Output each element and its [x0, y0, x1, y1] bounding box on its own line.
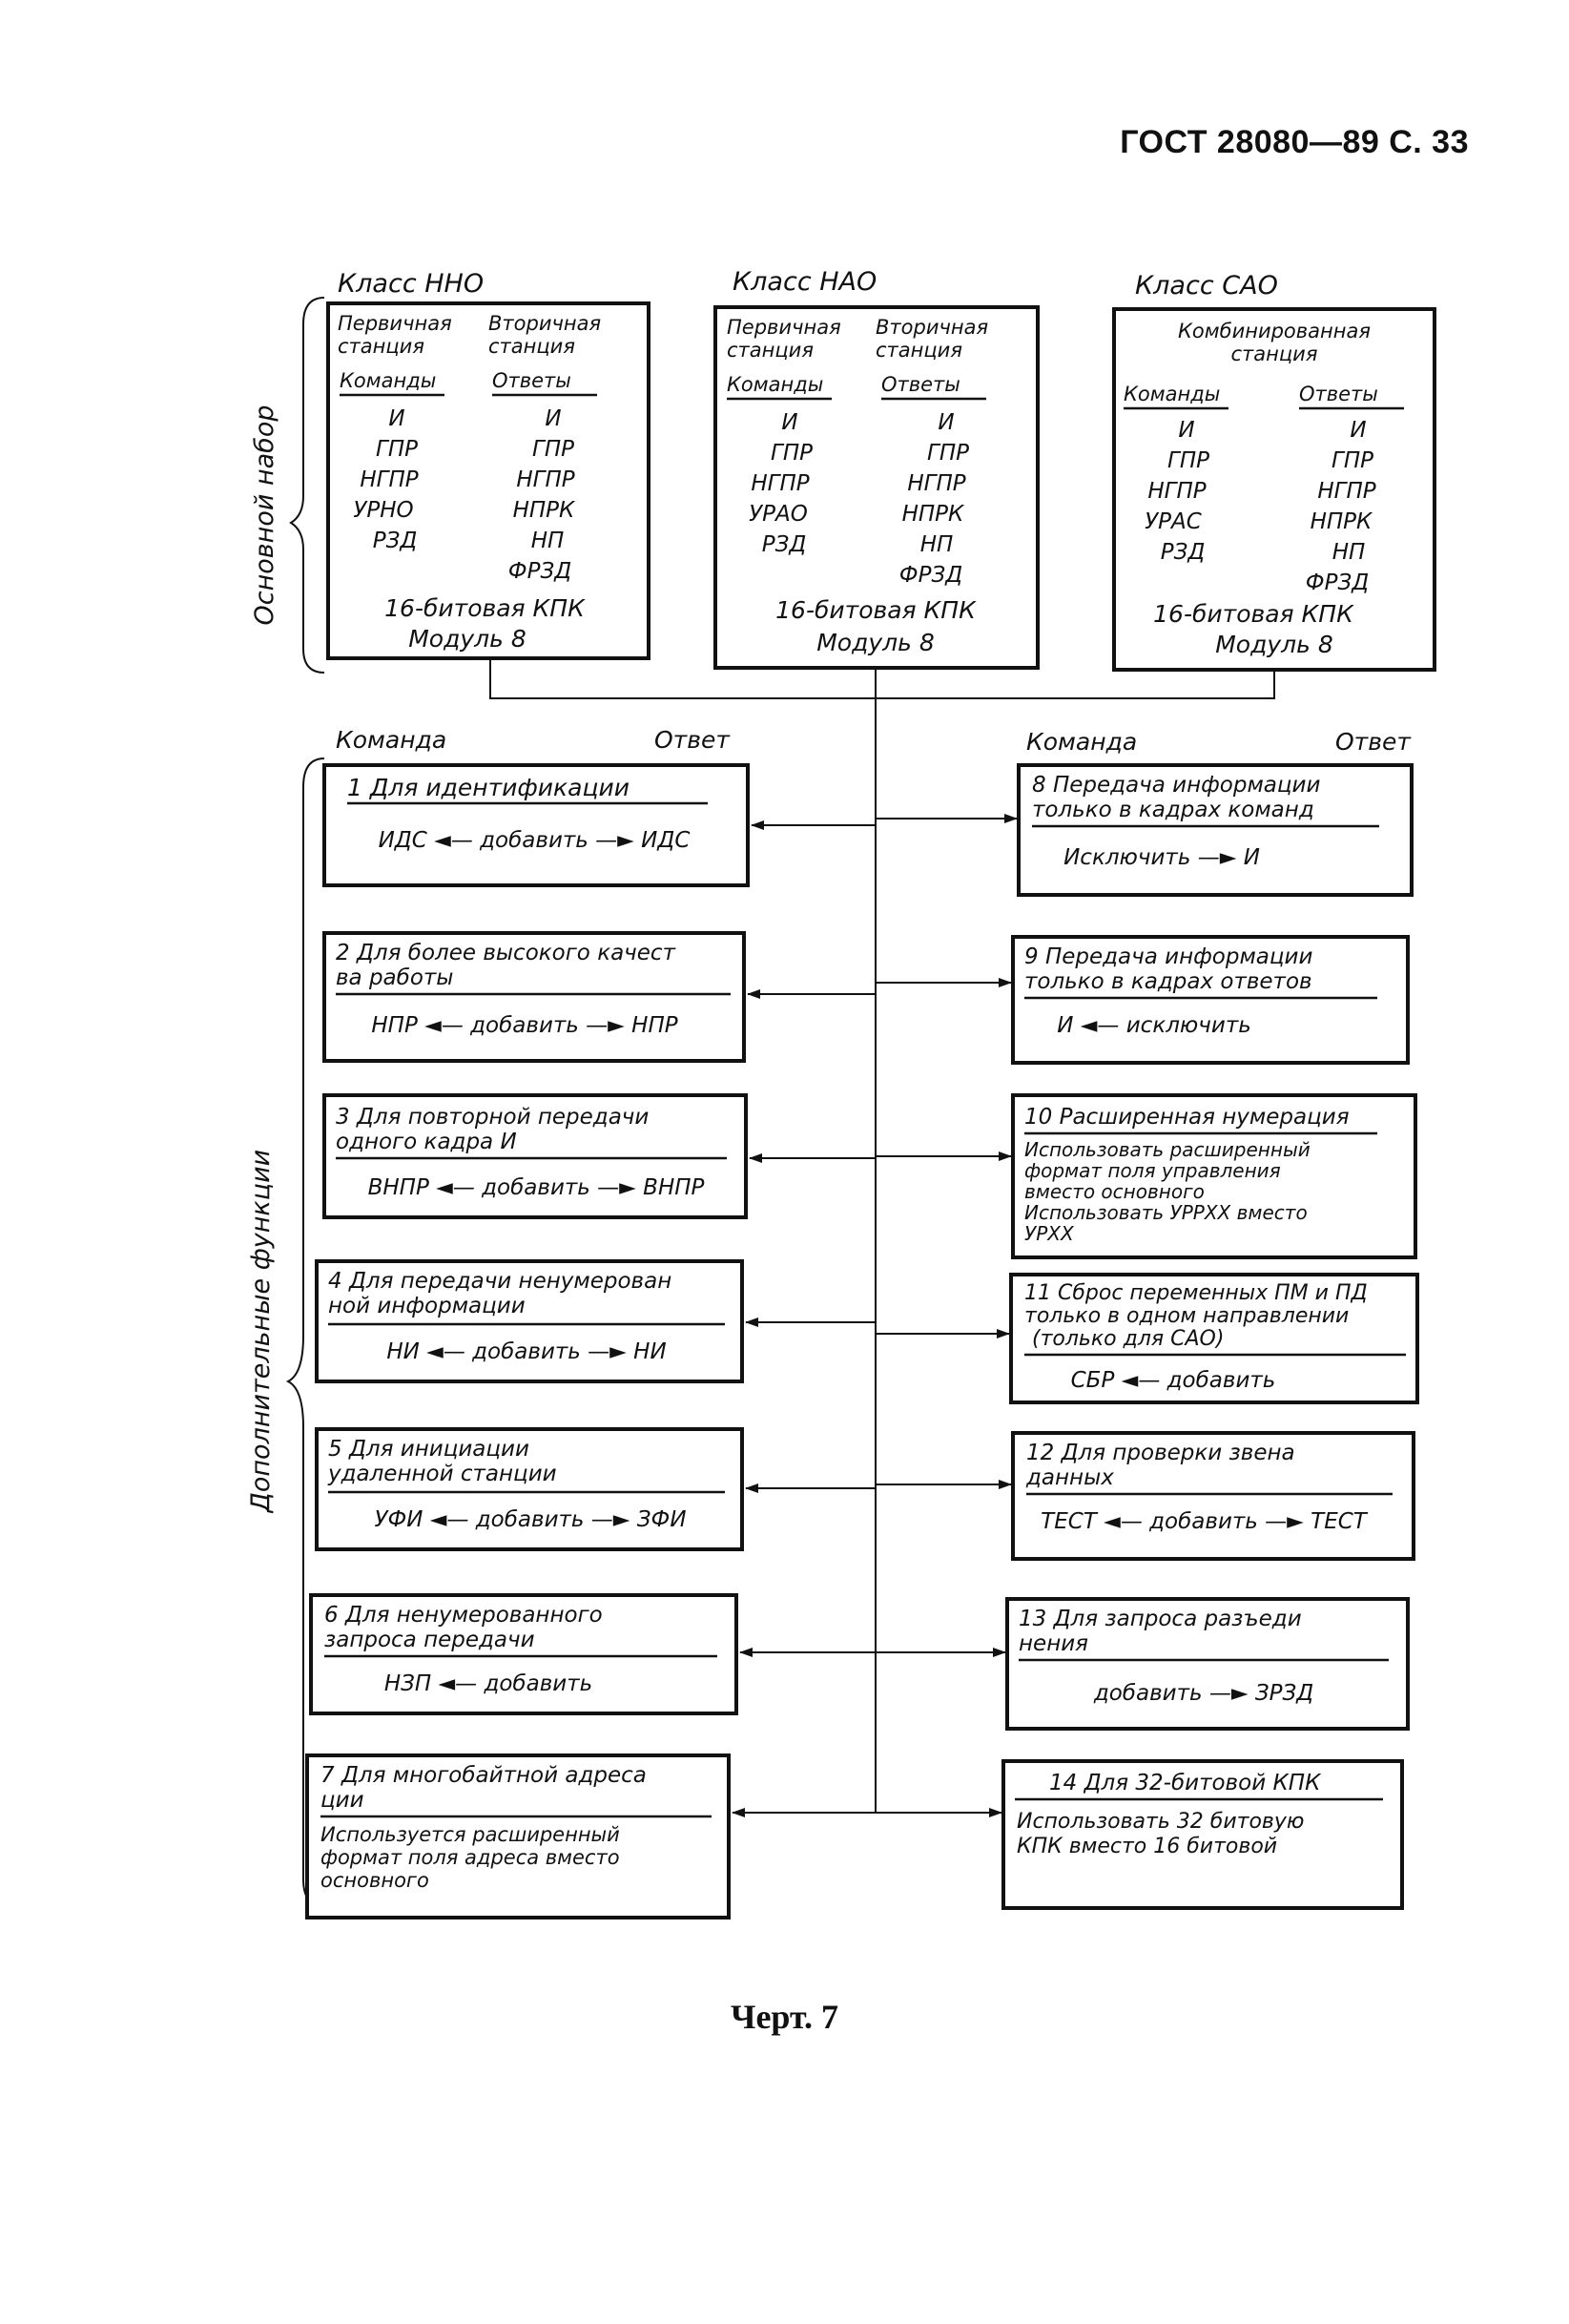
function-13-head-2: нения [1019, 1631, 1089, 1656]
sao-col-a-item: ГПР [1167, 448, 1209, 473]
functions-label: Дополнительные функции [246, 1149, 276, 1513]
nno-col-a-item: ГПР [376, 437, 418, 462]
sao-col-b-item: ГПР [1332, 448, 1373, 473]
function-box-8 [1019, 765, 1412, 895]
nao-col-a-head-2: станция [727, 339, 814, 362]
function-10-head: 10 Расширенная нумерация [1024, 1105, 1350, 1130]
function-box-4 [317, 1261, 742, 1381]
function-box-3 [324, 1095, 746, 1217]
sao-col-a-item: УРАС [1145, 509, 1202, 534]
nno-col-b-item: НГПР [516, 467, 575, 492]
function-3-head-1: 3 Для повторной передачи [336, 1105, 650, 1130]
function-4-head-2: ной информации [328, 1294, 526, 1318]
function-9-head-1: 9 Передача информации [1024, 944, 1313, 969]
function-box-5 [317, 1429, 742, 1549]
function-box-6 [311, 1595, 736, 1713]
function-12-head-1: 12 Для проверки звена [1026, 1441, 1295, 1465]
function-5-head-1: 5 Для инициации [328, 1437, 529, 1462]
function-13-body: добавить —► ЗРЗД [1093, 1681, 1314, 1706]
nao-footer-1: 16-битовая КПК [775, 596, 976, 624]
function-14-body-1: Использовать 32 битовую [1017, 1810, 1305, 1834]
function-12-head-2: данных [1026, 1465, 1114, 1490]
nao-col-a-sub: Команды [727, 373, 824, 396]
nao-col-b-item: ФРЗД [898, 563, 963, 588]
function-11-body: СБР ◄— добавить [1070, 1368, 1276, 1393]
class-sao-title: Класс САО [1135, 271, 1278, 301]
nno-col-b-head-1: Вторичная [488, 312, 602, 335]
class-nno-title: Класс ННО [338, 269, 485, 299]
nao-col-b-item: НПРК [901, 502, 964, 527]
main-set-label: Основной набор [250, 405, 279, 626]
function-7-body-2: формат поля адреса вместо [320, 1846, 620, 1869]
function-2-head-1: 2 Для более высокого качест [336, 941, 675, 965]
function-13-head-1: 13 Для запроса разъеди [1019, 1607, 1302, 1631]
nno-col-a-item: УРНО [353, 498, 414, 523]
nao-col-b-item: И [938, 410, 955, 435]
sao-col-b-item: НПРК [1310, 509, 1373, 534]
class-nao-title: Класс НАО [733, 267, 877, 297]
nno-footer-2: Модуль 8 [408, 625, 526, 653]
nao-footer-2: Модуль 8 [816, 629, 935, 656]
nno-col-b-item: ФРЗД [507, 559, 572, 584]
function-7-head-1: 7 Для многобайтной адреса [320, 1763, 647, 1788]
right-response-heading: Ответ [1335, 728, 1411, 756]
function-10-body-3: вместо основного [1024, 1180, 1205, 1203]
function-1-body: ИДС ◄— добавить —► ИДС [378, 828, 691, 853]
function-box-9 [1013, 937, 1408, 1063]
nno-col-b-head-2: станция [488, 335, 575, 358]
function-7-body-3: основного [320, 1869, 429, 1892]
nno-col-b-sub: Ответы [492, 369, 571, 392]
nno-col-b-item: НПРК [512, 498, 575, 523]
function-box-2 [324, 933, 744, 1061]
nao-col-a-item: И [781, 410, 798, 435]
nno-col-b-item: И [545, 406, 562, 431]
nao-col-b-sub: Ответы [881, 373, 960, 396]
function-6-head-1: 6 Для ненумерованного [324, 1603, 603, 1628]
sao-combined-head-1: Комбинированная [1178, 320, 1371, 342]
function-4-body: НИ ◄— добавить —► НИ [386, 1339, 667, 1364]
nao-col-b-item: НГПР [907, 471, 966, 496]
nno-col-b-item: ГПР [532, 437, 574, 462]
function-9-head-2: только в кадрах ответов [1024, 969, 1312, 994]
standard-header: ГОСТ 28080—89 С. 33 [1120, 124, 1469, 160]
nao-col-b-head-2: станция [876, 339, 962, 362]
function-3-body: ВНПР ◄— добавить —► ВНПР [367, 1175, 705, 1200]
nao-col-b-item: ГПР [927, 441, 969, 466]
nno-col-a-sub: Команды [340, 369, 437, 392]
function-6-head-2: запроса передачи [324, 1628, 535, 1652]
function-box-12 [1013, 1433, 1414, 1559]
function-7-body-1: Используется расширенный [320, 1823, 620, 1846]
sao-combined-head-2: станция [1230, 342, 1318, 365]
nao-col-a-item: ГПР [771, 441, 813, 466]
nao-col-a-head-1: Первичная [727, 316, 841, 339]
function-box-13 [1007, 1599, 1408, 1729]
function-8-body: Исключить —► И [1063, 845, 1260, 870]
function-7-head-2: ции [320, 1788, 364, 1813]
nao-col-a-item: НГПР [751, 471, 810, 496]
sao-col-b-item: НП [1332, 540, 1366, 565]
function-4-head-1: 4 Для передачи ненумерован [328, 1269, 672, 1294]
function-9-body: И ◄— исключить [1057, 1013, 1251, 1038]
nao-col-a-item: РЗД [761, 532, 807, 557]
function-2-head-2: ва работы [336, 965, 454, 990]
nao-col-b-item: НП [919, 532, 954, 557]
nno-col-a-item: РЗД [372, 529, 418, 553]
function-14-body-2: КПК вместо 16 битовой [1017, 1835, 1278, 1858]
function-8-head-1: 8 Передача информации [1032, 773, 1321, 798]
nao-col-b-head-1: Вторичная [876, 316, 989, 339]
sao-col-b-item: НГПР [1317, 479, 1376, 504]
function-box-10 [1013, 1095, 1415, 1257]
function-11-head-1: 11 Сброс переменных ПМ и ПД [1024, 1281, 1368, 1305]
sao-footer-2: Модуль 8 [1215, 631, 1333, 658]
sao-col-a-item: РЗД [1160, 540, 1206, 565]
nno-col-a-head-2: станция [338, 335, 424, 358]
function-8-head-2: только в кадрах команд [1032, 798, 1314, 822]
main-set-brace [291, 298, 324, 673]
sao-col-a-item: НГПР [1147, 479, 1207, 504]
function-12-body: ТЕСТ ◄— добавить —► ТЕСТ [1041, 1509, 1367, 1534]
right-command-heading: Команда [1026, 728, 1138, 756]
nao-col-a-item: УРАО [749, 502, 808, 527]
function-1-head: 1 Для идентификации [347, 774, 630, 801]
function-2-body: НПР ◄— добавить —► НПР [371, 1013, 678, 1038]
left-command-heading: Команда [336, 726, 447, 754]
nno-col-b-item: НП [530, 529, 565, 553]
sao-col-b-sub: Ответы [1299, 383, 1378, 405]
function-11-head-2: только в одном направлении [1024, 1304, 1350, 1328]
function-box-14 [1003, 1761, 1402, 1908]
function-3-head-2: одного кадра И [336, 1130, 517, 1154]
function-10-body-1: Использовать расширенный [1024, 1138, 1311, 1161]
function-11-head-3: (только для САО) [1032, 1327, 1225, 1351]
sao-col-a-sub: Команды [1124, 383, 1221, 405]
function-box-7 [307, 1755, 729, 1918]
nno-col-a-head-1: Первичная [338, 312, 452, 335]
sao-col-b-item: И [1350, 418, 1367, 443]
nno-footer-1: 16-битовая КПК [384, 594, 585, 622]
left-response-heading: Ответ [654, 726, 730, 754]
function-14-head: 14 Для 32-битовой КПК [1049, 1771, 1321, 1795]
figure-caption: Черт. 7 [731, 1998, 838, 2036]
function-5-head-2: удаленной станции [328, 1462, 557, 1486]
function-box-11 [1011, 1275, 1417, 1402]
nno-col-a-item: НГПР [360, 467, 419, 492]
function-6-body: НЗП ◄— добавить [383, 1671, 593, 1696]
sao-col-b-item: ФРЗД [1305, 571, 1370, 595]
function-10-body-4: Использовать УРРХХ вместо [1024, 1201, 1308, 1224]
sao-footer-1: 16-битовая КПК [1153, 600, 1353, 628]
function-10-body-2: формат поля управления [1024, 1159, 1281, 1182]
function-box-1 [324, 765, 748, 885]
sao-col-a-item: И [1178, 418, 1195, 443]
function-10-body-5: УРХХ [1024, 1222, 1074, 1245]
function-5-body: УФИ ◄— добавить —► ЗФИ [374, 1507, 687, 1532]
nno-col-a-item: И [388, 406, 405, 431]
